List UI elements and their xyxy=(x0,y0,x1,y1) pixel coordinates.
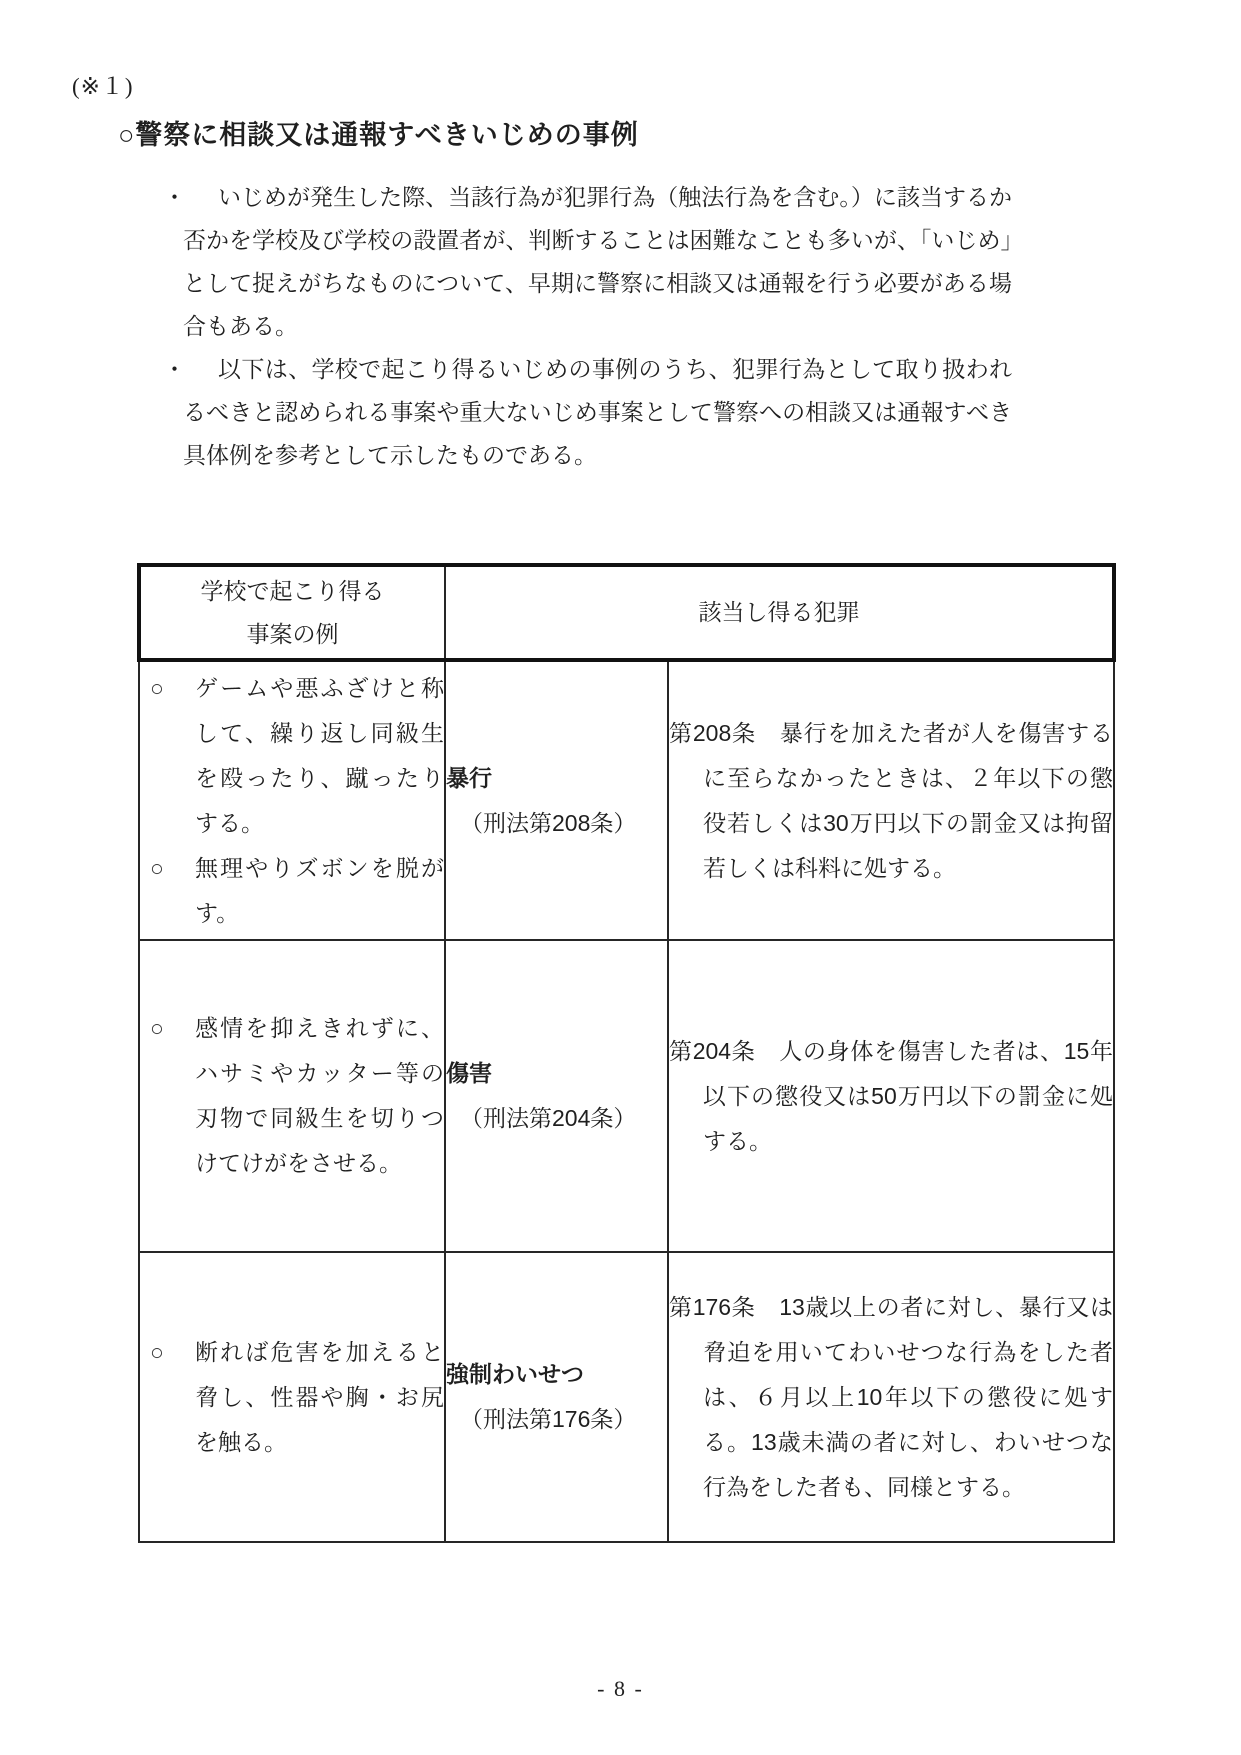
case-marker: ○ xyxy=(150,1338,164,1365)
note-ref: (※１) xyxy=(72,74,134,99)
case-text: ゲームや悪ふざけと称して、繰り返し同級生を殴ったり、蹴ったりする。 xyxy=(195,674,444,836)
page-number: - 8 - xyxy=(597,1676,644,1701)
crime-law-ref: （刑法第176条） xyxy=(460,1406,637,1432)
case-marker: ○ xyxy=(150,1015,164,1041)
case-item xyxy=(140,846,444,936)
case-item xyxy=(140,1330,444,1465)
law-text: 第176条 13歳以上の者に対し、暴行又は脅迫を用いてわいせつな行為をした者は、６月以上10年以下の懲役に処する。13歳未満の者に対し、わいせつな行為をした者も、同様とする。 xyxy=(669,1293,1113,1500)
crime-name: 傷害 xyxy=(446,1060,492,1086)
case-text: 断れば危害を加えると脅し、性器や胸・お尻を触る。 xyxy=(195,1338,444,1455)
law-text: 第208条 暴行を加えた者が人を傷害するに至らなかったときは、２年以下の懲役若しくは30万円以下の罰金又は拘留若しくは科料に処する。 xyxy=(669,719,1113,881)
law-text-cell xyxy=(668,660,1114,940)
bullet-marker: ・ xyxy=(163,184,186,210)
crime-law-ref: （刑法第204条） xyxy=(460,1105,637,1131)
crime-name-cell xyxy=(445,660,668,940)
intro-bullet xyxy=(163,176,1012,348)
law-text-cell xyxy=(668,940,1114,1252)
bullying-cases-table xyxy=(137,563,1116,1543)
intro-paragraphs xyxy=(163,176,1012,477)
crime-law-ref: （刑法第208条） xyxy=(460,809,637,836)
case-item xyxy=(140,1006,444,1186)
crime-name: 強制わいせつ xyxy=(446,1361,584,1387)
case-list-cell xyxy=(139,1252,445,1542)
case-item xyxy=(140,666,444,846)
crime-name-cell xyxy=(445,1252,668,1542)
bullet-text: いじめが発生した際、当該行為が犯罪行為（触法行為を含む。）に該当するか否かを学校及び学校の設置者が、判断することは困難なことも多いが、「いじめ」として捉えがちなものについて、早期に警察に相談又は通報を行う必要がある場合もある。 xyxy=(183,184,1012,339)
case-text: 無理やりズボンを脱がす。 xyxy=(195,854,444,926)
section-heading: ○警察に相談又は通報すべきいじめの事例 xyxy=(118,120,639,150)
crime-name: 暴行 xyxy=(446,764,492,791)
bullet-text: 以下は、学校で起こり得るいじめの事例のうち、犯罪行為として取り扱われるべきと認められる事案や重大ないじめ事案として警察への相談又は通報すべき具体例を参考として示したものである。 xyxy=(183,356,1012,468)
law-text-cell xyxy=(668,1252,1114,1542)
table-header-row xyxy=(139,565,1114,660)
table-row xyxy=(139,940,1114,1252)
intro-bullet xyxy=(163,348,1012,477)
crime-name-cell xyxy=(445,940,668,1252)
header-cases-line1: 学校で起こり得る xyxy=(200,577,385,604)
case-text: 感情を抑えきれずに、ハサミやカッター等の刃物で同級生を切りつけてけがをさせる。 xyxy=(195,1015,444,1176)
bullet-marker: ・ xyxy=(163,356,186,382)
header-cell-cases xyxy=(139,565,445,660)
table-row xyxy=(139,1252,1114,1542)
case-marker: ○ xyxy=(150,674,164,701)
law-text: 第204条 人の身体を傷害した者は、15年以下の懲役又は50万円以下の罰金に処する。 xyxy=(669,1037,1113,1154)
case-marker: ○ xyxy=(150,854,164,881)
header-cases-line2: 事案の例 xyxy=(246,620,339,647)
case-list-cell xyxy=(139,940,445,1252)
header-cell-crimes: 該当し得る犯罪 xyxy=(445,565,1114,660)
case-list-cell xyxy=(139,660,445,940)
table-row xyxy=(139,660,1114,940)
